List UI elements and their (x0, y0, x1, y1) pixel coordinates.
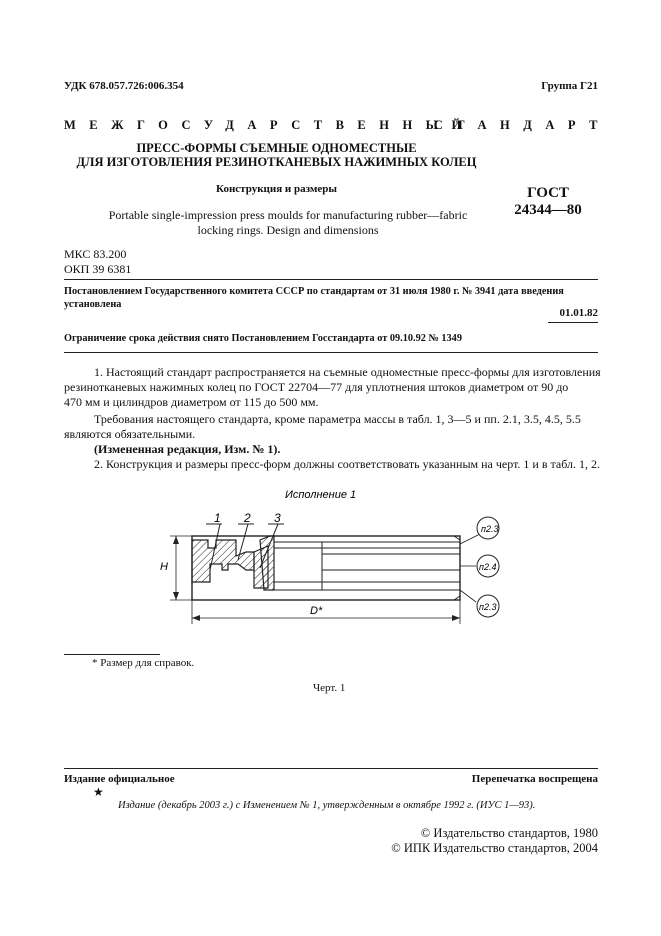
callout-2-3-top: п2.3 (481, 524, 499, 534)
body-text (64, 365, 601, 472)
classification-codes (64, 247, 131, 277)
copyright-2004: © ИПК Издательство стандартов, 2004 (391, 841, 598, 855)
document-title (64, 141, 489, 169)
decree-line-2: установлена (64, 299, 122, 310)
decree-line-1: Постановлением Государственного комитета СССР по стандартам от 31 июля 1980 г. № 3941 дата введения (64, 286, 564, 297)
english-title-line-2: locking rings. Design and dimensions (197, 223, 379, 237)
star-mark: ★ (93, 785, 104, 799)
decree-text (64, 285, 564, 311)
restriction-note: Ограничение срока действия снято Постановлением Госстандарта от 09.10.92 № 1349 (64, 333, 462, 344)
diameter-dimension-label: D* (310, 605, 323, 617)
gost-designation (508, 185, 588, 219)
divider (64, 352, 598, 353)
standard-word: СТАНДАРТ (433, 118, 611, 132)
mks-code: МКС 83.200 (64, 247, 127, 261)
figure-caption: Черт. 1 (313, 682, 346, 694)
udc-code: УДК 678.057.726:006.354 (64, 80, 184, 92)
paragraph-1-line-3: 470 мм и цилиндров диаметром от 115 до 500 мм. (64, 395, 319, 409)
english-title (64, 208, 512, 238)
part-label-3: 3 (274, 511, 281, 525)
reprint-prohibited: Перепечатка воспрещена (471, 773, 598, 785)
interstate-word: МЕЖГОСУДАРСТВЕННЫЙ (64, 118, 475, 132)
paragraph-3: 2. Конструкция и размеры пресс-форм должны соответствовать указанным на черт. 1 и в табл. 1, 2. (94, 457, 601, 471)
okp-code: ОКП 39 6381 (64, 262, 132, 276)
english-title-line-1: Portable single-impression press moulds for manufacturing rubber—fabric (108, 208, 468, 222)
date-underline (548, 322, 598, 323)
official-edition: Издание официальное (64, 773, 175, 785)
part-label-1: 1 (214, 511, 221, 525)
gost-number: 24344—80 (514, 202, 582, 218)
callout-2-3-bottom: п2.3 (479, 602, 497, 612)
title-line-2: ДЛЯ ИЗГОТОВЛЕНИЯ РЕЗИНОТКАНЕВЫХ НАЖИМНЫХ КОЛЕЦ (76, 155, 477, 169)
effective-date: 01.01.82 (559, 307, 598, 319)
document-subtitle: Конструкция и размеры (216, 183, 337, 195)
amendment-note: (Измененная редакция, Изм. № 1). (94, 442, 281, 456)
gost-label: ГОСТ (527, 185, 569, 201)
paragraph-2-line-2: являются обязательными. (64, 427, 196, 441)
callout-2-4: п2.4 (479, 562, 497, 572)
divider (64, 279, 598, 280)
title-line-1: ПРЕСС-ФОРМЫ СЪЕМНЫЕ ОДНОМЕСТНЫЕ (136, 141, 417, 155)
paragraph-2-line-1: Требования настоящего стандарта, кроме параметра массы в табл. 1, 3—5 и пп. 2.1, 3.5, 4.5, 5.5 (94, 412, 581, 426)
paragraph-1-line-1: 1. Настоящий стандарт распространяется на съемные одноместные пресс-формы для изготовления (94, 365, 601, 379)
group-code: Группа Г21 (541, 80, 598, 92)
mould-drawing (150, 478, 499, 638)
height-dimension-label: H (160, 561, 168, 573)
divider (64, 768, 598, 769)
paragraph-1-line-2: резинотканевых нажимных колец по ГОСТ 22704—77 для уплотнения штоков диаметром от 90 до (64, 380, 569, 394)
footnote-rule (64, 654, 160, 655)
footnote: * Размер для справок. (92, 657, 195, 669)
copyright-1980: © Издательство стандартов, 1980 (420, 826, 598, 840)
part-label-2: 2 (244, 511, 251, 525)
copyright-block (391, 826, 598, 856)
edition-note: Издание (декабрь 2003 г.) с Изменением № 1, утвержденным в октябре 1992 г. (ИУС 1—93). (118, 800, 536, 811)
drawing-title: Исполнение 1 (285, 489, 357, 501)
